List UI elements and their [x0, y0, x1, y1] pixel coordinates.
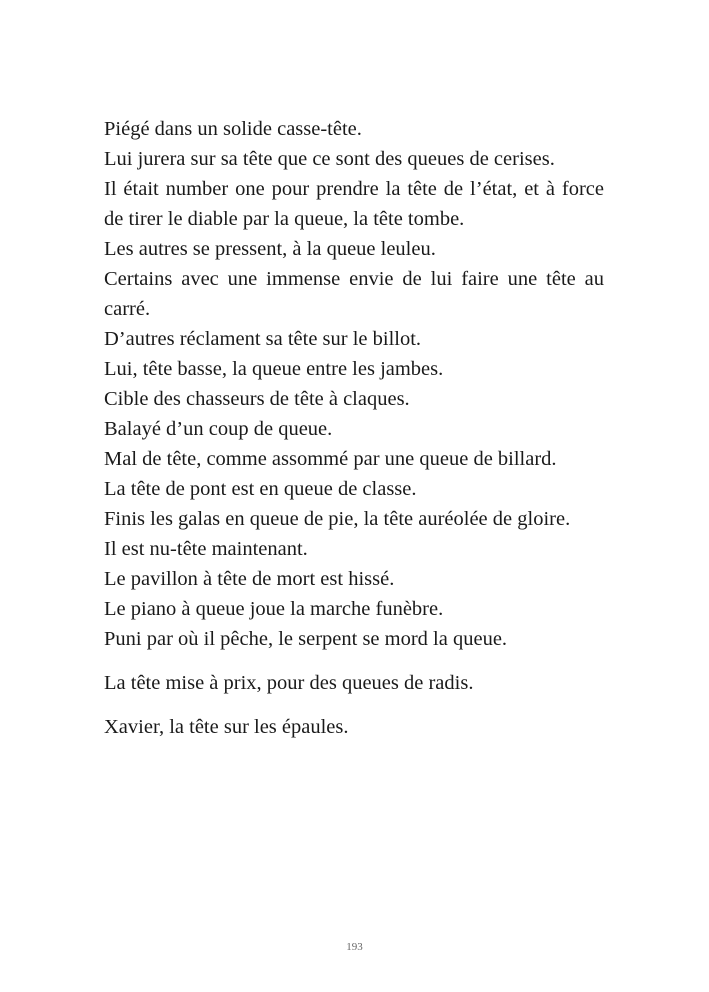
poem-line: Lui jurera sur sa tête que ce sont des queues de cerises. [104, 148, 555, 170]
poem-line: Le pavillon à tête de mort est hissé. [104, 568, 395, 590]
poem-stanza-3: Xavier, la tête sur les épaules. [104, 716, 349, 738]
poem-line: Mal de tête, comme assommé par une queue de billard. [104, 448, 557, 470]
poem-line: Il était number one pour prendre la tête de l’état, et à force de tirer le diable par la queue, la tête tombe. [104, 178, 604, 230]
poem-line: Cible des chasseurs de tête à claques. [104, 388, 410, 410]
poem-line: Puni par où il pêche, le serpent se mord la queue. [104, 628, 508, 650]
poem-stanza-2: La tête mise à prix, pour des queues de radis. [104, 672, 474, 694]
poem-line: Le piano à queue joue la marche funèbre. [104, 598, 444, 620]
poem-line: Finis les galas en queue de pie, la tête auréolée de gloire. [104, 508, 571, 530]
poem-line: D’autres réclament sa tête sur le billot. [104, 328, 422, 350]
poem-line: Les autres se pressent, à la queue leuleu. [104, 238, 436, 260]
poem-line: Lui, tête basse, la queue entre les jambes. [104, 358, 444, 380]
poem-line: Il est nu-tête maintenant. [104, 538, 308, 560]
poem-line: Balayé d’un coup de queue. [104, 418, 333, 440]
page-number: 193 [346, 941, 363, 953]
poem-line: Piégé dans un solide casse-tête. [104, 118, 362, 140]
poem-text [104, 114, 604, 742]
poem-line: Certains avec une immense envie de lui faire une tête au carré. [104, 268, 604, 320]
poem-line: La tête de pont est en queue de classe. [104, 478, 417, 500]
